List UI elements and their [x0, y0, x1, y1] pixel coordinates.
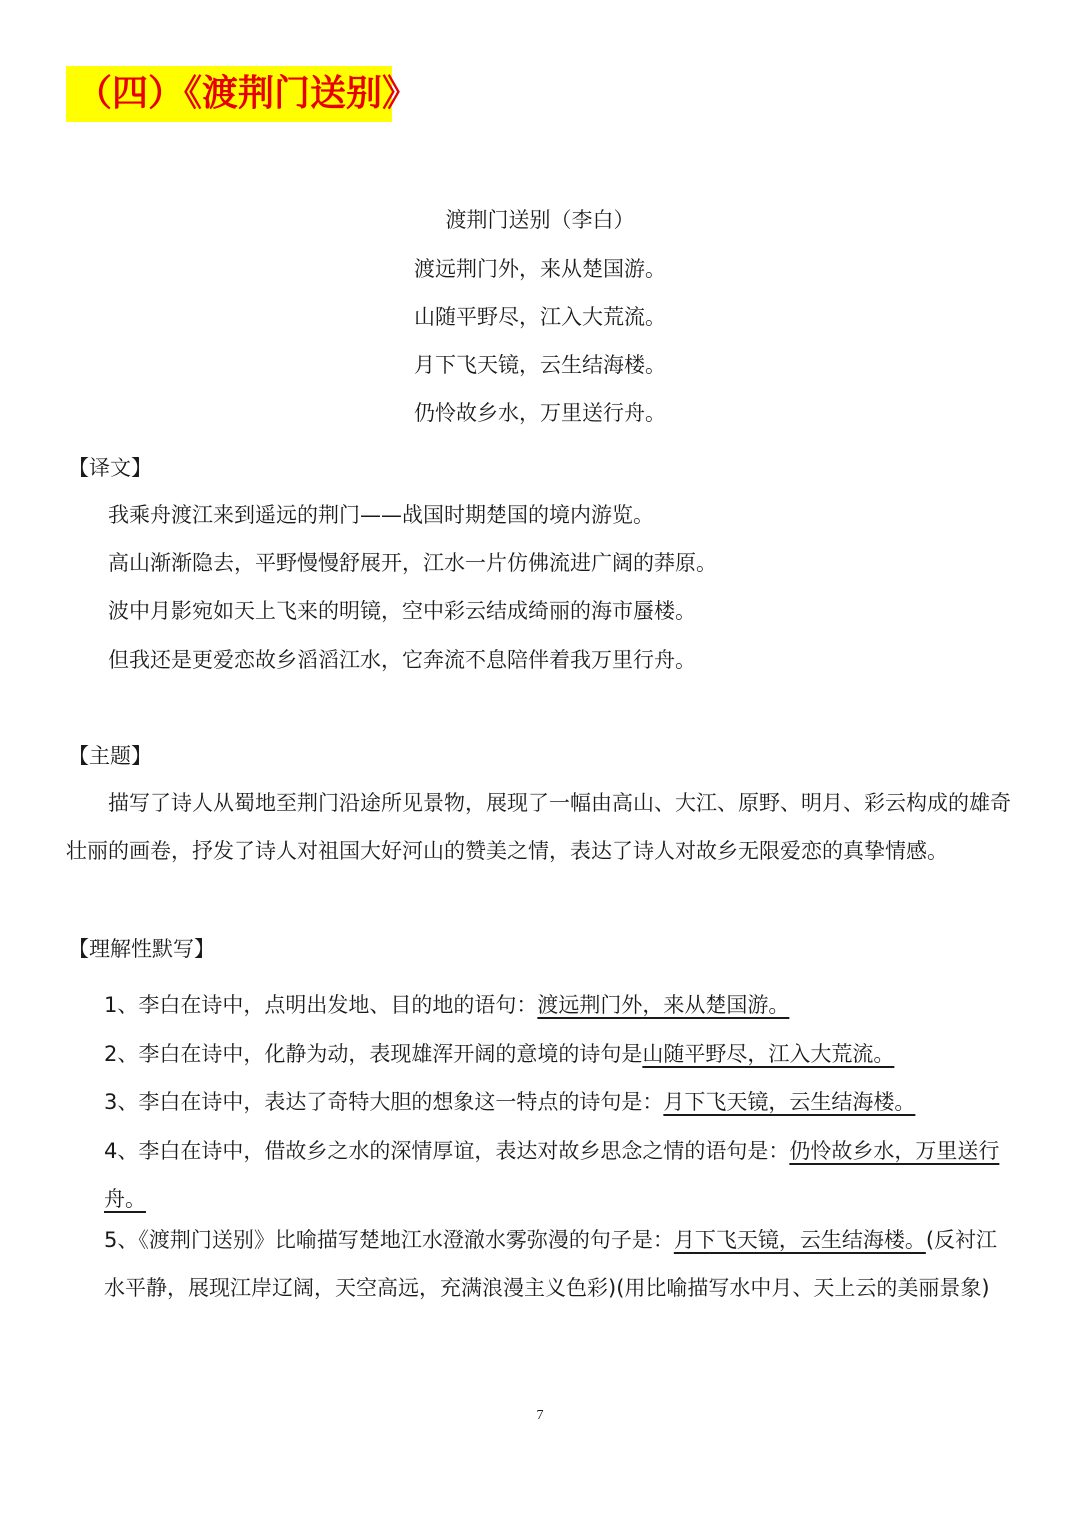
poem-line: 仍怜故乡水，万里送行舟。	[414, 401, 666, 425]
poem-line: 渡远荆门外，来从楚国游。	[414, 257, 666, 281]
answer-text: 月下飞天镜，云生结海楼。	[673, 1228, 926, 1252]
answer-text: 月下飞天镜，云生结海楼。	[663, 1090, 916, 1114]
question-text: 5、《渡荆门送别》比喻描写楚地江水澄澈水雾弥漫的句子是：	[104, 1228, 674, 1252]
dictation-item	[104, 1216, 1016, 1312]
poem-line: 山随平野尽，江入大荒流。	[414, 305, 666, 329]
question-text: 4、李白在诗中，借故乡之水的深情厚谊，表达对故乡思念之情的语句是：	[104, 1139, 790, 1163]
question-text: 2、李白在诗中，化静为动，表现雄浑开阔的意境的诗句是	[104, 1042, 643, 1066]
question-text: 3、李白在诗中，表达了奇特大胆的想象这一特点的诗句是：	[104, 1090, 664, 1114]
dictation-item	[104, 1127, 1016, 1223]
note-text: (反衬江水平静，展现江岸辽阔，天空高远，充满浪漫主义色彩)(用比喻描写水中月、天上云的美丽景象)	[104, 1228, 998, 1300]
dictation-item	[104, 1030, 1016, 1078]
answer-text: 山随平野尽，江入大荒流。	[642, 1042, 895, 1066]
section-title: （四）《渡荆门送别》	[66, 66, 392, 122]
translation-line: 波中月影宛如天上飞来的明镜，空中彩云结成绮丽的海市蜃楼。	[108, 599, 696, 623]
dictation-item	[104, 981, 1016, 1029]
theme-text: 描写了诗人从蜀地至荆门沿途所见景物，展现了一幅由高山、大江、原野、明月、彩云构成的雄奇壮丽的画卷，抒发了诗人对祖国大好河山的赞美之情，表达了诗人对故乡无限爱恋的真挚情感。	[66, 791, 1011, 863]
poem-line: 月下飞天镜，云生结海楼。	[414, 353, 666, 377]
page-number: 7	[536, 1408, 544, 1423]
poem-title: 渡荆门送别（李白）	[445, 208, 635, 232]
dictation-item	[104, 1078, 1016, 1126]
answer-text: 渡远荆门外，来从楚国游。	[537, 993, 790, 1017]
question-text: 1、李白在诗中，点明出发地、目的地的语句：	[104, 993, 538, 1017]
translation-line: 但我还是更爱恋故乡滔滔江水，它奔流不息陪伴着我万里行舟。	[108, 648, 696, 672]
translation-line: 我乘舟渡江来到遥远的荆门——战国时期楚国的境内游览。	[108, 503, 654, 527]
translation-heading: 【译文】	[68, 456, 152, 480]
translation-line: 高山渐渐隐去，平野慢慢舒展开，江水一片仿佛流进广阔的莽原。	[108, 551, 717, 575]
dictation-heading: 【理解性默写】	[68, 937, 215, 961]
answer-text: 仍怜故乡水，万里送行舟。	[104, 1139, 1000, 1211]
theme-heading: 【主题】	[68, 744, 152, 768]
